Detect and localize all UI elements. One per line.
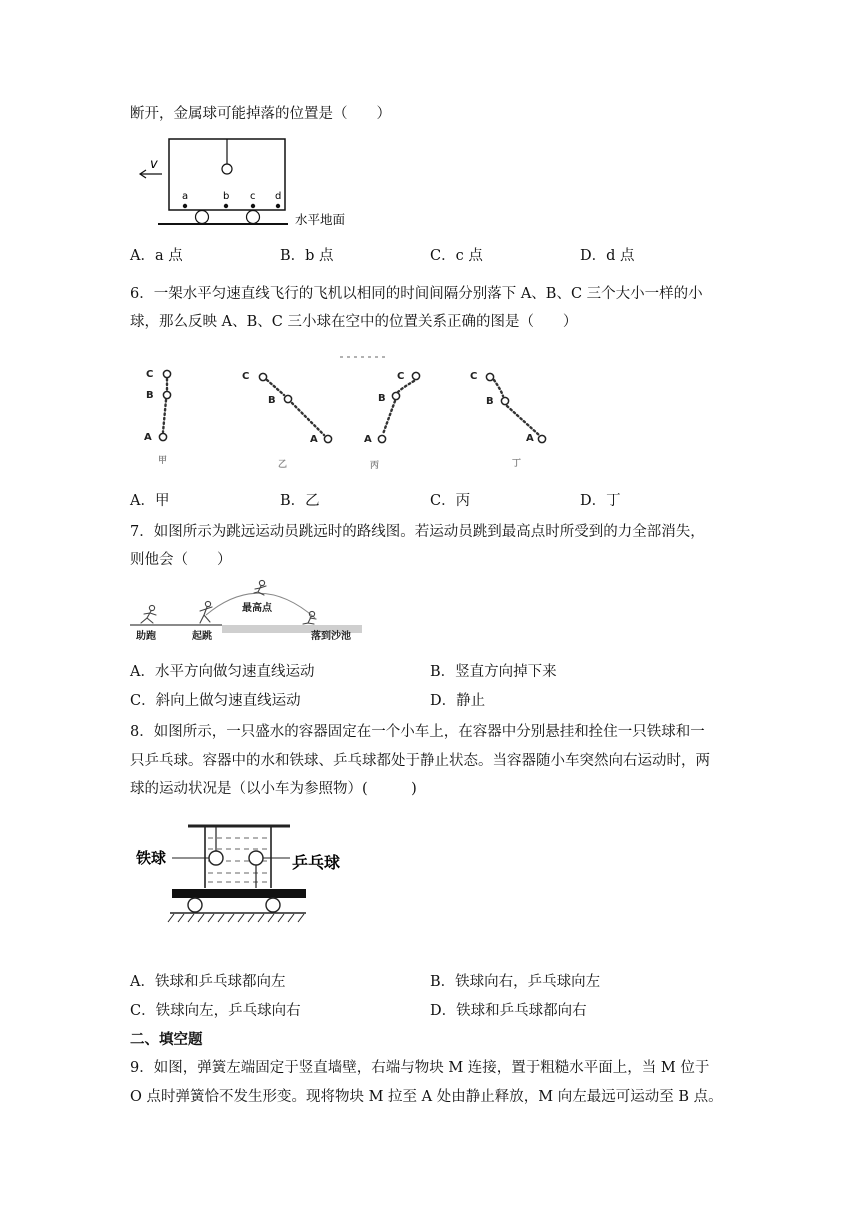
wheel-right — [247, 211, 260, 224]
q8-option-a: A．铁球和乒乓球都向左 — [130, 974, 286, 990]
q5-option-a: A．a 点 — [130, 248, 183, 264]
q6-line2: 球，那么反映 A、B、C 三小球在空中的位置关系正确的图是（ ） — [130, 314, 578, 330]
svg-text:C: C — [242, 371, 250, 382]
point-a: a — [182, 191, 189, 202]
q8-option-b: B．铁球向右，乒乓球向左 — [430, 974, 601, 990]
iron-ball — [209, 851, 223, 865]
point-b: b — [223, 191, 230, 202]
q7-option-a: A．水平方向做匀速直线运动 — [130, 664, 315, 680]
label-jump: 起跳 — [192, 631, 212, 642]
svg-text:B: B — [486, 396, 494, 407]
q6-option-b: B．乙 — [280, 493, 320, 509]
q6-option-c: C．丙 — [430, 493, 471, 509]
svg-text:B: B — [268, 395, 276, 406]
point-c: c — [250, 191, 256, 202]
svg-text:A: A — [364, 434, 372, 445]
svg-text:B: B — [146, 390, 154, 401]
q6-option-d: D．丁 — [580, 493, 621, 509]
q7-option-d: D．静止 — [430, 693, 486, 709]
svg-text:A: A — [310, 434, 318, 445]
wheel-left — [196, 211, 209, 224]
q6-line1: 6．一架水平匀速直线飞行的飞机以相同的时间间隔分别落下 A、B、C 三个大小一样的小 — [130, 286, 703, 302]
q5-figure-cart — [130, 132, 360, 232]
svg-text:A: A — [526, 433, 534, 444]
q7-figure-longjump — [130, 578, 362, 642]
label-iron-ball: 铁球 — [136, 849, 167, 867]
caption-ding: 丁 — [512, 459, 522, 469]
q8-figure-container — [130, 818, 380, 924]
q9-line2: O 点时弹簧恰不发生形变。现将物块 M 拉至 A 处由静止释放，M 向左最远可运动至 B 点。 — [130, 1089, 723, 1105]
q8-line1: 8．如图所示，一只盛水的容器固定在一个小车上，在容器中分别悬挂和拴住一只铁球和一 — [130, 724, 705, 740]
q5-option-b: B．b 点 — [280, 248, 334, 264]
q6-figure-balls — [130, 350, 560, 482]
q6-option-a: A．甲 — [130, 493, 170, 509]
label-pingpong-ball: 乒乓球 — [292, 853, 341, 872]
q7-option-b: B．竖直方向掉下来 — [430, 664, 557, 680]
q5-stem-tail: 断开，金属球可能掉落的位置是（ ） — [130, 106, 391, 122]
point-d: d — [275, 191, 282, 202]
pingpong-ball — [249, 851, 263, 865]
svg-text:C: C — [397, 371, 405, 382]
q7-option-c: C．斜向上做匀速直线运动 — [130, 693, 301, 709]
q8-option-d: D．铁球和乒乓球都向右 — [430, 1003, 587, 1019]
svg-text:B: B — [378, 393, 386, 404]
q9-line1: 9．如图，弹簧左端固定于竖直墙壁，右端与物块 M 连接，置于粗糙水平面上，当 M 位于 — [130, 1060, 710, 1076]
q5-velocity-label: v — [150, 157, 158, 172]
svg-text:A: A — [144, 432, 152, 443]
svg-text:C: C — [146, 369, 154, 380]
q7-line2: 则他会（ ） — [130, 552, 232, 568]
section-title-fill-in: 二、填空题 — [130, 1031, 203, 1048]
q5-option-d: D．d 点 — [580, 248, 635, 264]
q8-option-c: C．铁球向左，乒乓球向右 — [130, 1003, 301, 1019]
label-run: 助跑 — [136, 631, 156, 642]
metal-ball — [222, 164, 232, 174]
label-land: 落到沙池 — [311, 631, 351, 642]
svg-text:C: C — [470, 371, 478, 382]
q7-line1: 7．如图所示为跳远运动员跳远时的路线图。若运动员跳到最高点时所受到的力全部消失， — [130, 524, 705, 540]
label-top: 最高点 — [242, 603, 272, 614]
cart-plate — [172, 889, 306, 898]
q8-line2: 只乒乓球。容器中的水和铁球、乒乓球都处于静止状态。当容器随小车突然向右运动时，两 — [130, 753, 710, 769]
caption-yi: 乙 — [278, 460, 288, 470]
q5-option-c: C．c 点 — [430, 248, 483, 264]
q8-line3: 球的运动状况是（以小车为参照物）( ) — [130, 781, 417, 797]
ground-label: 水平地面 — [295, 212, 346, 227]
caption-bing: 丙 — [370, 461, 380, 471]
caption-jia: 甲 — [158, 456, 168, 466]
